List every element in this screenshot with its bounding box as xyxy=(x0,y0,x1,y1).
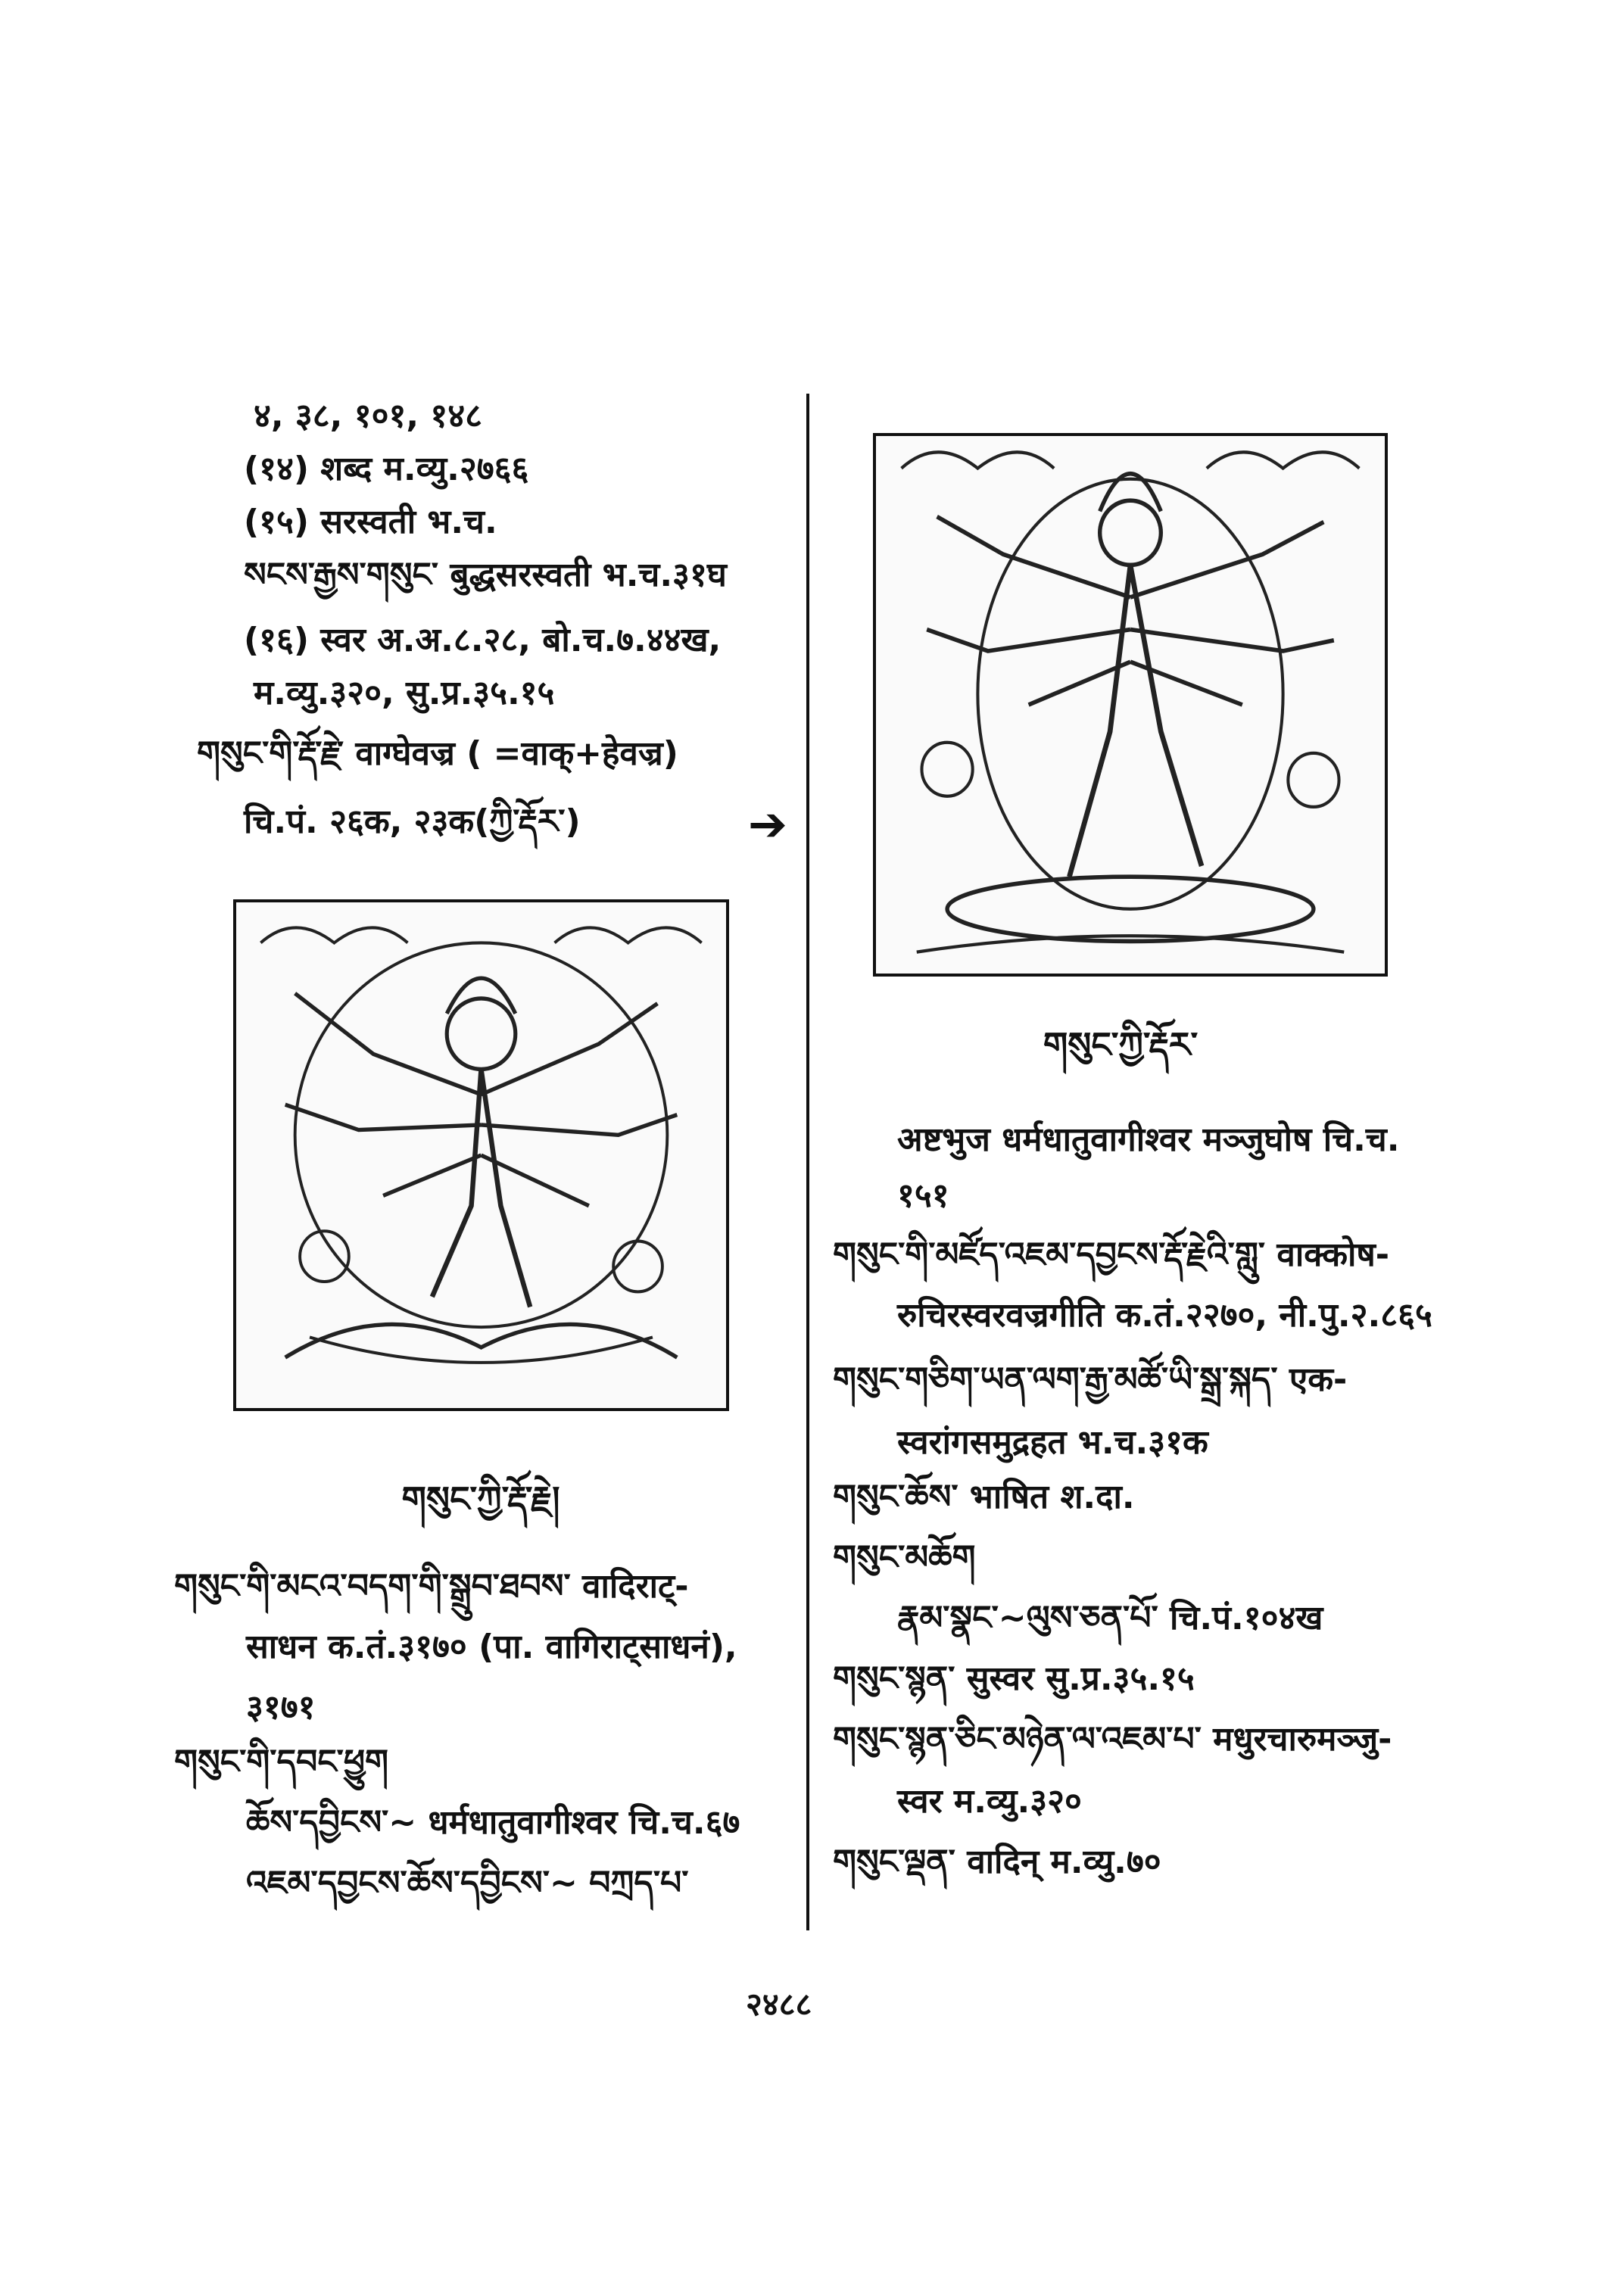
deity-drawing xyxy=(236,902,726,1408)
left-line: གསུང་གི་དབང་ཕྱུག xyxy=(174,1743,389,1781)
right-line: གསུང་གི་མཛོད་འཇམ་དབྱངས་རྡོ་རྗེའི་གླུ་ वाक्कोष- xyxy=(833,1235,1390,1274)
right-line: अष्टभुज धर्मधातुवागीश्वर मञ्जुघोष चि.च. xyxy=(897,1120,1400,1159)
deity-drawing xyxy=(876,436,1385,974)
right-line: གསུང་མཆོག xyxy=(833,1538,976,1577)
figure-caption-right: གསུང་ཀྱི་རྡོར་ xyxy=(1043,1024,1199,1065)
left-line: (१५) सरस्वती भ.च. xyxy=(244,503,497,541)
page-number: २४८८ xyxy=(746,1986,812,2023)
right-line: གསུང་སྙན་ सुस्वर सु.प्र.३५.१५ xyxy=(833,1659,1195,1698)
left-line: ४, ३८, १०१, १४८ xyxy=(254,397,483,435)
right-line: གསུང་ལྡན་ वादिन् म.व्यु.७० xyxy=(833,1843,1161,1881)
left-line: (१४) शब्द म.व्यु.२७६६ xyxy=(244,450,529,488)
left-line: གསུང་གི་རྡོ་རྗེ་ वाग्घेवज्र ( =वाक्+हेवज्र) xyxy=(197,734,678,773)
figure-caption-left: གསུང་ཀྱི་རྡོ་རྗེ། xyxy=(401,1478,560,1519)
column-divider xyxy=(806,394,809,1930)
left-line: གསུང་གི་མངའ་བདག་གི་སྒྲུབ་ཐབས་ वादिराट्- xyxy=(174,1567,689,1606)
left-line: འཇམ་དབྱངས་ཆོས་དབྱིངས་~ བཀྲད་པ་ xyxy=(246,1864,689,1902)
arrow-right-icon: ➔ xyxy=(748,796,787,852)
right-line: གསུང་གཅིག་ཡན་ལག་རྒྱ་མཚོ་ཡི་སྒྲ་སྐད་ एक- xyxy=(833,1360,1348,1399)
deity-illustration-vagvajra-2 xyxy=(873,433,1388,977)
right-line: स्वरांगसमुद्रहत भ.च.३१क xyxy=(897,1423,1208,1462)
left-line: སངས་རྒྱས་གསུང་ बुद्धसरस्वती भ.च.३१घ xyxy=(244,556,727,594)
left-line: साधन क.तं.३१७० (पा. वागिराट्साधनं), xyxy=(246,1628,737,1666)
left-line: (१६) स्वर अ.अ.८.२८, बो.च.७.४४ख, xyxy=(244,621,722,659)
left-line: ཆོས་དབྱིངས་~ धर्मधातुवागीश्वर चि.च.६७ xyxy=(246,1803,740,1842)
right-line: གསུང་ཆོས་ भाषित श.दा. xyxy=(833,1478,1135,1516)
left-line: ३१७१ xyxy=(246,1688,316,1727)
left-line: चि.पं. २६क, २३क(ཀྱི་རྡོར་) xyxy=(244,802,581,841)
right-line: རྣམ་སྣང་~ལུས་ཅན་པོ་ चि.पं.१०४ख xyxy=(897,1599,1323,1637)
left-line: म.व्यु.३२०, सु.प्र.३५.१५ xyxy=(254,674,555,712)
right-line: १५१ xyxy=(897,1176,949,1215)
right-line: གསུང་སྙན་ཅིང་མཉེན་ལ་འཇམ་པ་ मधुरचारुमञ्जु- xyxy=(833,1720,1392,1759)
deity-illustration-vagvajra xyxy=(233,899,729,1411)
right-line: स्वर म.व्यु.३२० xyxy=(897,1782,1082,1821)
right-line: रुचिरस्वरवज्रगीति क.तं.२२७०, नी.पु.२.८६५ xyxy=(897,1296,1432,1335)
